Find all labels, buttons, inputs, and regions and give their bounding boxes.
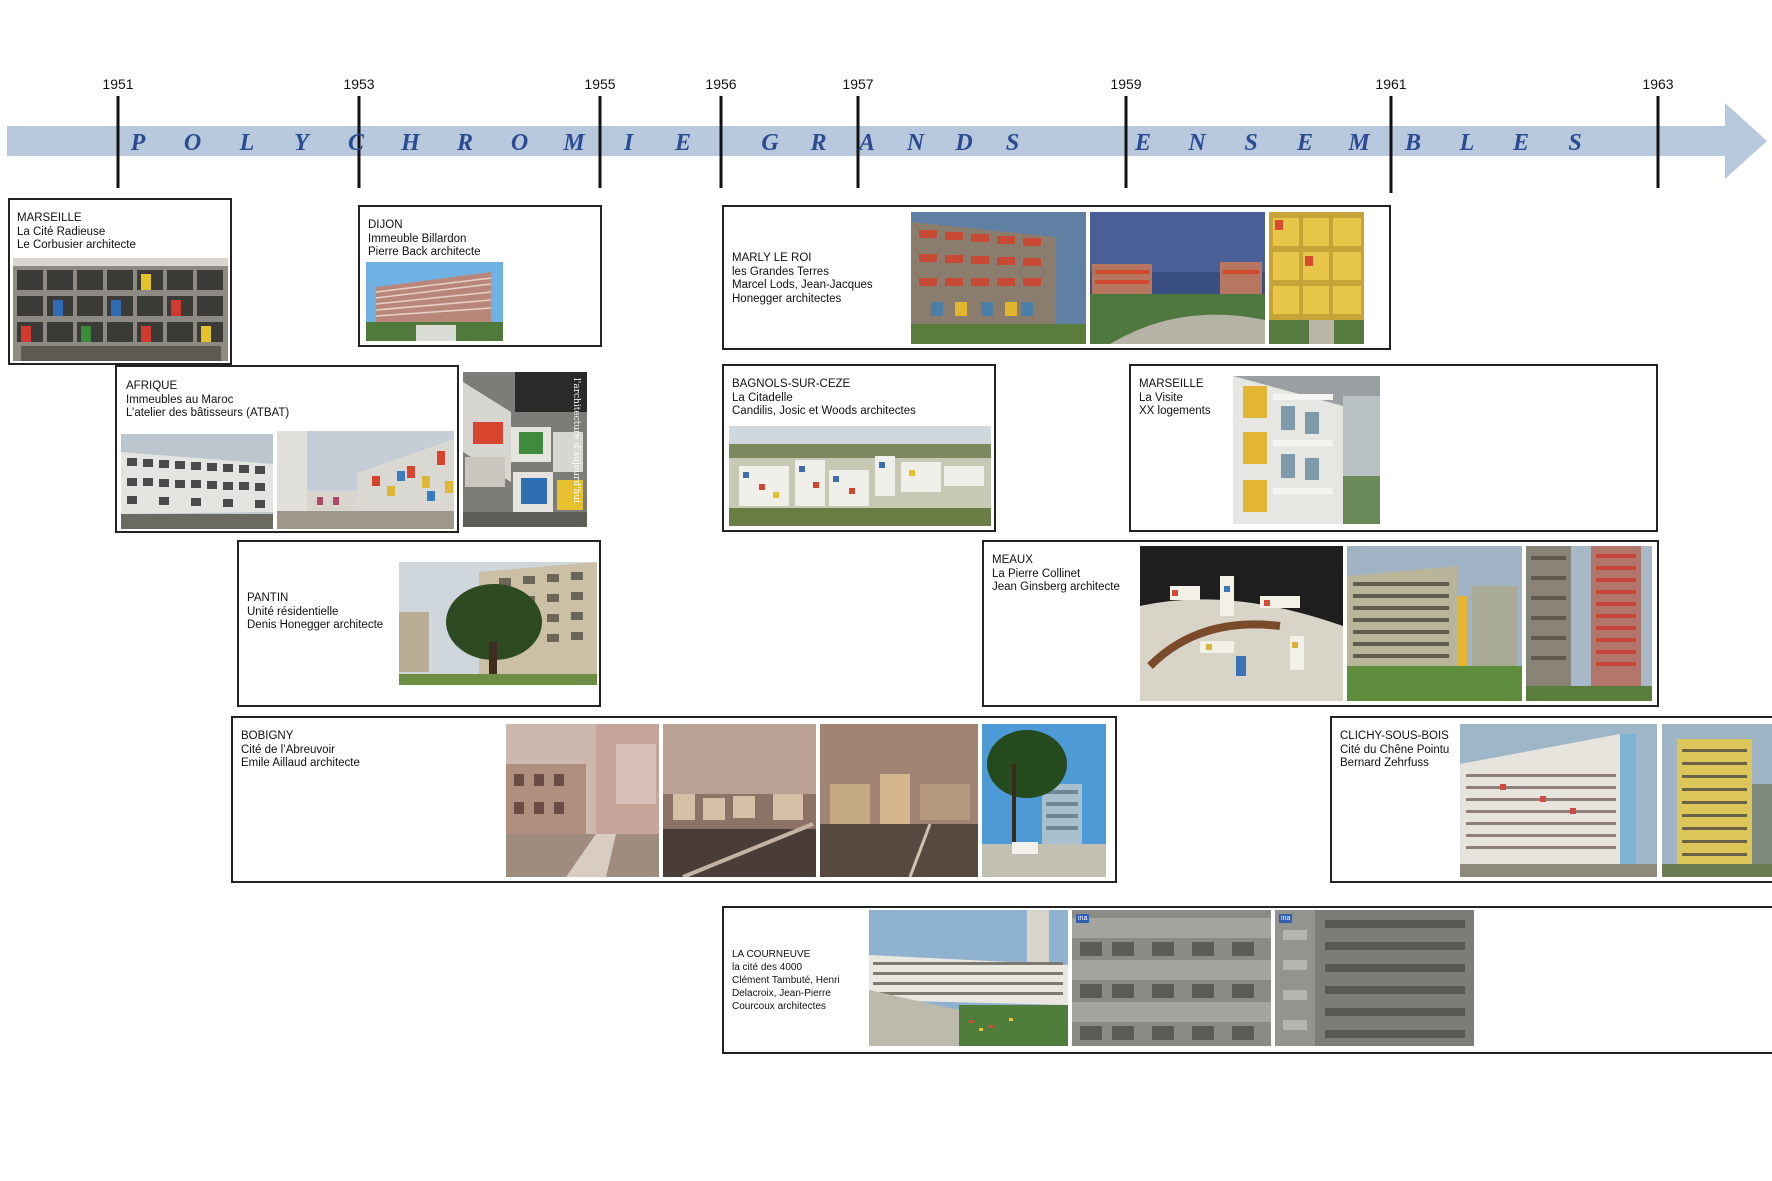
- timeline-letter: P: [130, 130, 146, 156]
- project-name: Immeuble Billardon: [368, 232, 467, 245]
- project-architect: Jean Ginsberg architecte: [992, 581, 1120, 593]
- building-photo: [1662, 724, 1772, 877]
- building-photo: [1275, 910, 1474, 1046]
- project-card-bobigny: [231, 716, 1117, 883]
- project-architect: XX logements: [1139, 405, 1211, 417]
- timeline-letter: Y: [294, 130, 309, 156]
- timeline-letter: E: [1134, 130, 1152, 156]
- timeline-letter: S: [1568, 130, 1582, 156]
- project-city: MEAUX: [992, 554, 1033, 566]
- building-photo: [1072, 910, 1271, 1046]
- timeline-letter: R: [810, 130, 827, 156]
- project-caption: [1139, 378, 1211, 419]
- model-photo: [1140, 546, 1343, 701]
- timeline-letter: H: [401, 130, 420, 156]
- project-card-la-courneuve: [722, 906, 1772, 1054]
- timeline-letter: N: [1188, 130, 1206, 156]
- year-label: 1963: [1642, 76, 1674, 92]
- timeline-letter: S: [1244, 130, 1258, 156]
- project-card-bagnols-sur-ceze: [722, 364, 996, 532]
- project-card-marly-le-roi: [722, 205, 1391, 350]
- project-caption: [732, 378, 916, 419]
- timeline-letter: L: [239, 130, 255, 156]
- building-photo: [506, 724, 659, 877]
- building-photo: [663, 724, 816, 877]
- building-photo: [820, 724, 978, 877]
- timeline-letter: I: [623, 130, 634, 156]
- building-photo: [982, 724, 1106, 877]
- project-caption: [126, 380, 289, 421]
- timeline-letter: M: [1348, 130, 1370, 156]
- project-name: Cité du Chêne Pointu: [1340, 743, 1450, 756]
- ina-logo: ina: [1281, 915, 1291, 922]
- building-photo: [729, 426, 991, 526]
- project-name: La Pierre Collinet: [992, 567, 1081, 580]
- project-card-pantin: [237, 540, 601, 707]
- project-card-afrique: [115, 365, 459, 533]
- project-architect: Honegger architectes: [732, 292, 842, 305]
- project-city: BAGNOLS-SUR-CEZE: [732, 378, 851, 390]
- timeline-letter: E: [1296, 130, 1314, 156]
- project-architect: Emile Aillaud architecte: [241, 757, 360, 769]
- timeline-arrow: [0, 0, 1772, 200]
- building-photo: [911, 212, 1086, 344]
- project-card-marseille-la-visite: [1129, 364, 1658, 532]
- project-city: MARSEILLE: [17, 212, 82, 224]
- project-caption: [247, 592, 383, 633]
- project-architect: Courcoux architectes: [732, 1001, 826, 1012]
- building-photo: [1090, 212, 1265, 344]
- building-photo: [869, 910, 1068, 1046]
- project-city: BOBIGNY: [241, 730, 294, 742]
- timeline-letter: D: [955, 130, 973, 156]
- project-city: DIJON: [368, 219, 403, 231]
- project-name: la cité des 4000: [732, 962, 803, 973]
- project-name: La Cité Radieuse: [17, 225, 106, 238]
- building-photo: [121, 434, 273, 529]
- project-card-clichy-sous-bois: [1330, 716, 1772, 883]
- timeline-letter: C: [347, 130, 365, 156]
- year-label: 1959: [1110, 76, 1142, 92]
- year-label: 1956: [705, 76, 737, 92]
- ina-logo: ina: [1078, 915, 1088, 922]
- project-card-meaux: [982, 540, 1659, 707]
- project-architect: Denis Honegger architecte: [247, 619, 384, 631]
- project-name: Cité de l’Abreuvoir: [241, 743, 335, 756]
- project-city: CLICHY-SOUS-BOIS: [1340, 730, 1449, 742]
- project-architect: Delacroix, Jean-Pierre: [732, 988, 831, 999]
- building-photo: [1233, 376, 1380, 524]
- timeline-letter: R: [456, 130, 474, 156]
- project-city: MARLY LE ROI: [732, 252, 812, 264]
- project-architect: L’atelier des bâtisseurs (ATBAT): [126, 407, 290, 419]
- building-photo: [1460, 724, 1657, 877]
- project-name: La Visite: [1139, 391, 1183, 404]
- project-name: La Citadelle: [732, 391, 793, 404]
- building-photo: [1347, 546, 1522, 701]
- project-city: LA COURNEUVE: [732, 949, 811, 960]
- timeline-letter: N: [906, 130, 925, 156]
- building-photo: [1269, 212, 1364, 344]
- project-caption: [732, 948, 840, 1013]
- building-photo: [1526, 546, 1652, 701]
- year-label: 1957: [842, 76, 874, 92]
- magazine-title: l'architecture d'aujourd'hui: [571, 378, 581, 504]
- project-architect: Bernard Zehrfuss: [1340, 757, 1429, 769]
- timeline-letter: O: [510, 130, 529, 156]
- timeline-arrow-shape: [7, 103, 1767, 179]
- project-caption: [368, 219, 481, 260]
- timeline-letter: L: [1459, 130, 1475, 156]
- year-label: 1961: [1375, 76, 1407, 92]
- project-architect: Marcel Lods, Jean-Jacques: [732, 279, 873, 291]
- project-architect: Clément Tambuté, Henri: [732, 975, 840, 986]
- project-caption: [992, 554, 1120, 595]
- timeline-letter: E: [674, 130, 692, 156]
- timeline: [0, 0, 1772, 200]
- timeline-letter: M: [563, 130, 585, 156]
- building-photo: [13, 258, 228, 361]
- project-caption: [1340, 730, 1449, 771]
- building-photo: [277, 431, 454, 529]
- year-label: 1951: [102, 76, 134, 92]
- project-caption: [241, 730, 360, 771]
- project-name: les Grandes Terres: [732, 265, 829, 278]
- magazine-cover: [463, 372, 587, 527]
- project-caption: [17, 212, 136, 253]
- project-name: Immeubles au Maroc: [126, 393, 234, 406]
- project-city: PANTIN: [247, 592, 289, 604]
- timeline-letter: O: [183, 130, 202, 156]
- project-architect: Candilis, Josic et Woods architectes: [732, 405, 916, 417]
- timeline-letter: E: [1512, 130, 1530, 156]
- project-name: Unité résidentielle: [247, 605, 339, 618]
- building-photo: [399, 562, 597, 685]
- timeline-letter: B: [1404, 130, 1422, 156]
- project-caption: [732, 252, 873, 306]
- timeline-letter: A: [858, 130, 876, 156]
- project-city: MARSEILLE: [1139, 378, 1204, 390]
- year-label: 1955: [584, 76, 616, 92]
- project-card-marseille-cite-radieuse: [8, 198, 232, 365]
- year-label: 1953: [343, 76, 375, 92]
- project-architect: Le Corbusier architecte: [17, 239, 136, 251]
- project-city: AFRIQUE: [126, 380, 178, 392]
- building-photo: [366, 262, 503, 341]
- timeline-letter: G: [761, 130, 779, 156]
- project-architect: Pierre Back architecte: [368, 246, 481, 258]
- timeline-letter: S: [1005, 130, 1020, 156]
- project-card-dijon: [358, 205, 602, 347]
